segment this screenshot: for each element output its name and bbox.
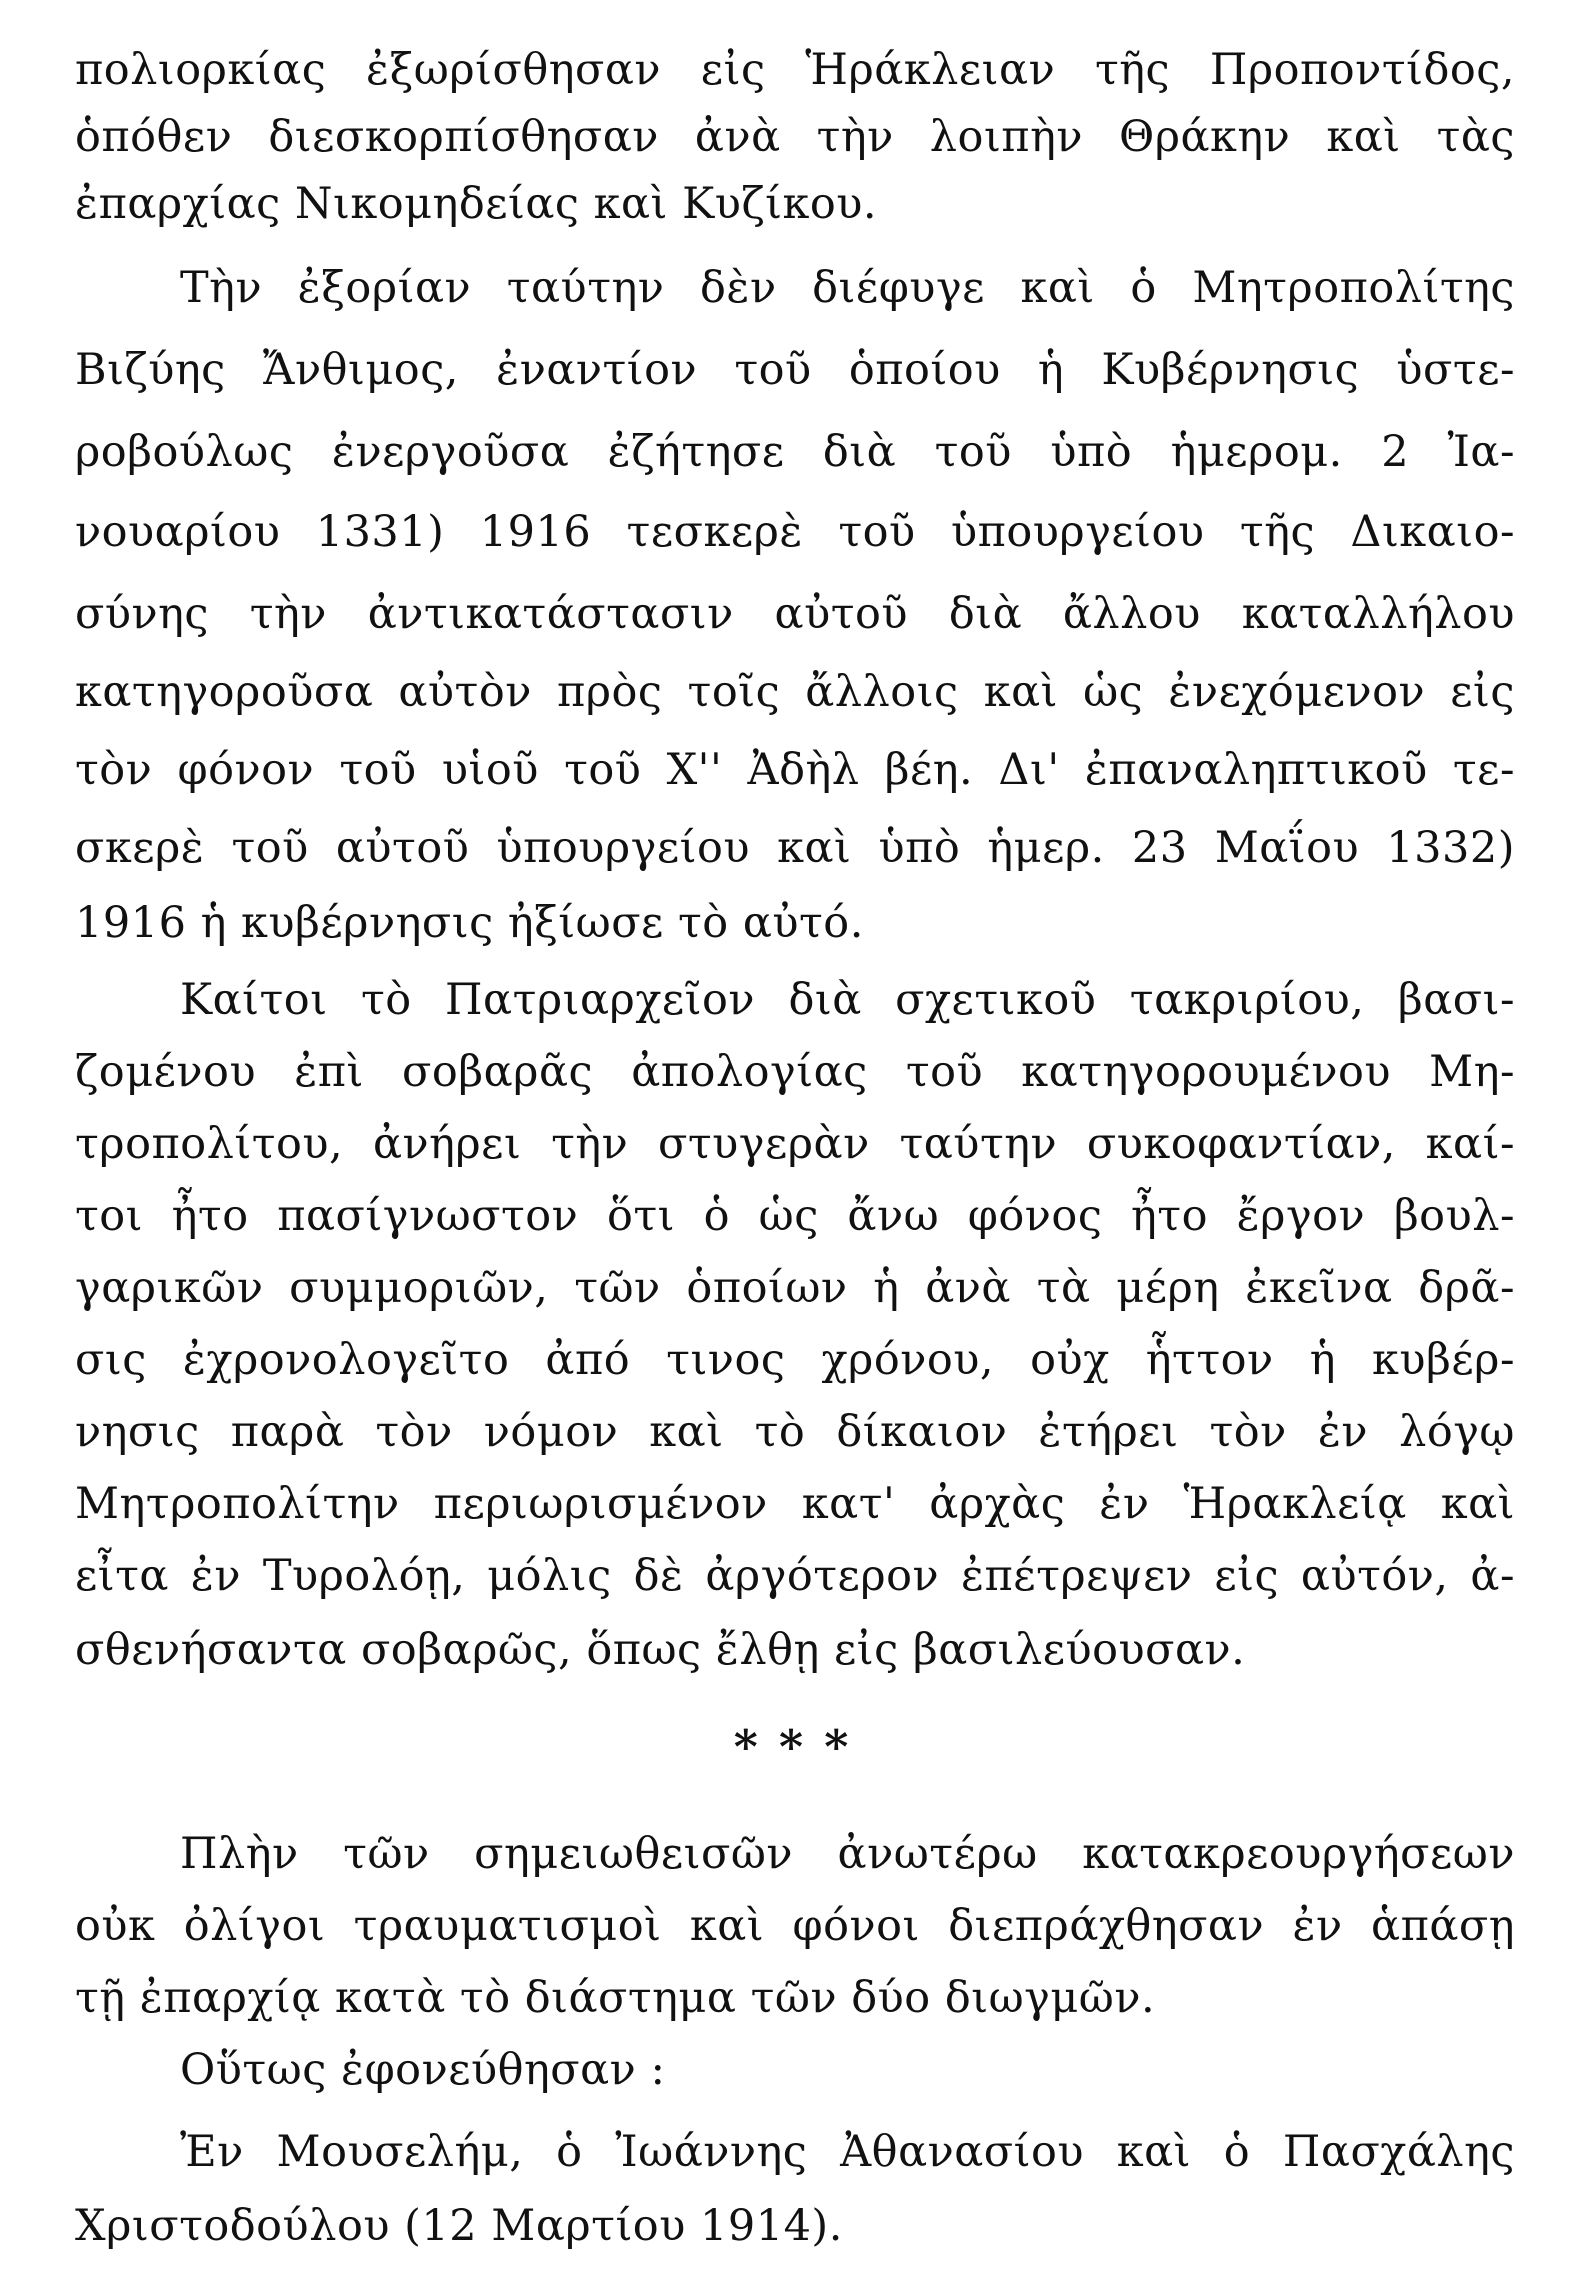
text-line: νησις παρὰ τὸν νόμον καὶ τὸ δίκαιον ἐτήρει τὸν ἐν λόγῳ xyxy=(75,1407,1515,1457)
text-line: νουαρίου 1331) 1916 τεσκερὲ τοῦ ὑπουργείου τῆς Δικαιο- xyxy=(75,507,1515,557)
text-line: Ἐν Μουσελήμ, ὁ Ἰωάννης Ἀθανασίου καὶ ὁ Πασχάλης xyxy=(180,2127,1515,2177)
text-line: σκερὲ τοῦ αὐτοῦ ὑπουργείου καὶ ὑπὸ ἡμερ. 23 Μαΐου 1332) xyxy=(75,823,1515,873)
text-line: Μητροπολίτην περιωρισμένον κατ' ἀρχὰς ἐν Ἡρακλείᾳ καὶ xyxy=(75,1479,1515,1529)
text-line: τὸν φόνον τοῦ υἱοῦ τοῦ Χ'' Ἀδὴλ βέη. Δι' ἐπαναληπτικοῦ τε- xyxy=(75,745,1515,795)
text-line: 1916 ἡ κυβέρνησις ἠξίωσε τὸ αὐτό. xyxy=(75,898,864,948)
text-line: Τὴν ἐξορίαν ταύτην δὲν διέφυγε καὶ ὁ Μητροπολίτης xyxy=(180,263,1515,313)
text-line: γαρικῶν συμμοριῶν, τῶν ὁποίων ἡ ἀνὰ τὰ μέρη ἐκεῖνα δρᾶ- xyxy=(75,1263,1515,1313)
text-line: ἐπαρχίας Νικομηδείας καὶ Κυζίκου. xyxy=(75,179,878,229)
text-line: τροπολίτου, ἀνήρει τὴν στυγερὰν ταύτην συκοφαντίαν, καί- xyxy=(75,1119,1515,1169)
text-line: ὁπόθεν διεσκορπίσθησαν ἀνὰ τὴν λοιπὴν Θράκην καὶ τὰς xyxy=(75,112,1515,162)
text-line: σις ἐχρονολογεῖτο ἀπό τινος χρόνου, οὐχ ἧττον ἡ κυβέρ- xyxy=(75,1335,1515,1385)
text-line: σύνης τὴν ἀντικατάστασιν αὐτοῦ διὰ ἄλλου καταλλήλου xyxy=(75,589,1515,639)
text-line: τῇ ἐπαρχίᾳ κατὰ τὸ διάστημα τῶν δύο διωγμῶν. xyxy=(75,1973,1156,2023)
text-line: τοι ἦτο πασίγνωστον ὅτι ὁ ὡς ἄνω φόνος ἦτο ἔργον βουλ- xyxy=(75,1191,1515,1241)
text-line: πολιορκίας ἐξωρίσθησαν εἰς Ἡράκλειαν τῆς Προποντίδος, xyxy=(75,45,1515,95)
text-line: Πλὴν τῶν σημειωθεισῶν ἀνωτέρω κατακρεουργήσεων xyxy=(180,1829,1515,1879)
section-separator: * * * xyxy=(733,1720,855,1774)
text-line: σθενήσαντα σοβαρῶς, ὅπως ἔλθῃ εἰς βασιλεύουσαν. xyxy=(75,1625,1246,1675)
text-line: Χριστοδούλου (12 Μαρτίου 1914). xyxy=(75,2201,843,2251)
text-line: εἶτα ἐν Τυρολόῃ, μόλις δὲ ἀργότερον ἐπέτρεψεν εἰς αὐτόν, ἀ- xyxy=(75,1551,1515,1601)
text-line: κατηγοροῦσα αὐτὸν πρὸς τοῖς ἄλλοις καὶ ὡς ἐνεχόμενον εἰς xyxy=(75,667,1515,717)
text-line: οὐκ ὀλίγοι τραυματισμοὶ καὶ φόνοι διεπράχθησαν ἐν ἁπάσῃ xyxy=(75,1901,1515,1951)
text-line: Βιζύης Ἄνθιμος, ἐναντίον τοῦ ὁποίου ἡ Κυβέρνησις ὑστε- xyxy=(75,345,1515,395)
text-line: Οὕτως ἐφονεύθησαν : xyxy=(180,2045,666,2095)
text-line: Καίτοι τὸ Πατριαρχεῖον διὰ σχετικοῦ τακριρίου, βασι- xyxy=(180,975,1515,1025)
text-line: ζομένου ἐπὶ σοβαρᾶς ἀπολογίας τοῦ κατηγορουμένου Μη- xyxy=(75,1047,1515,1097)
text-line: ροβούλως ἐνεργοῦσα ἐζήτησε διὰ τοῦ ὑπὸ ἡμερομ. 2 Ἰα- xyxy=(75,427,1515,477)
